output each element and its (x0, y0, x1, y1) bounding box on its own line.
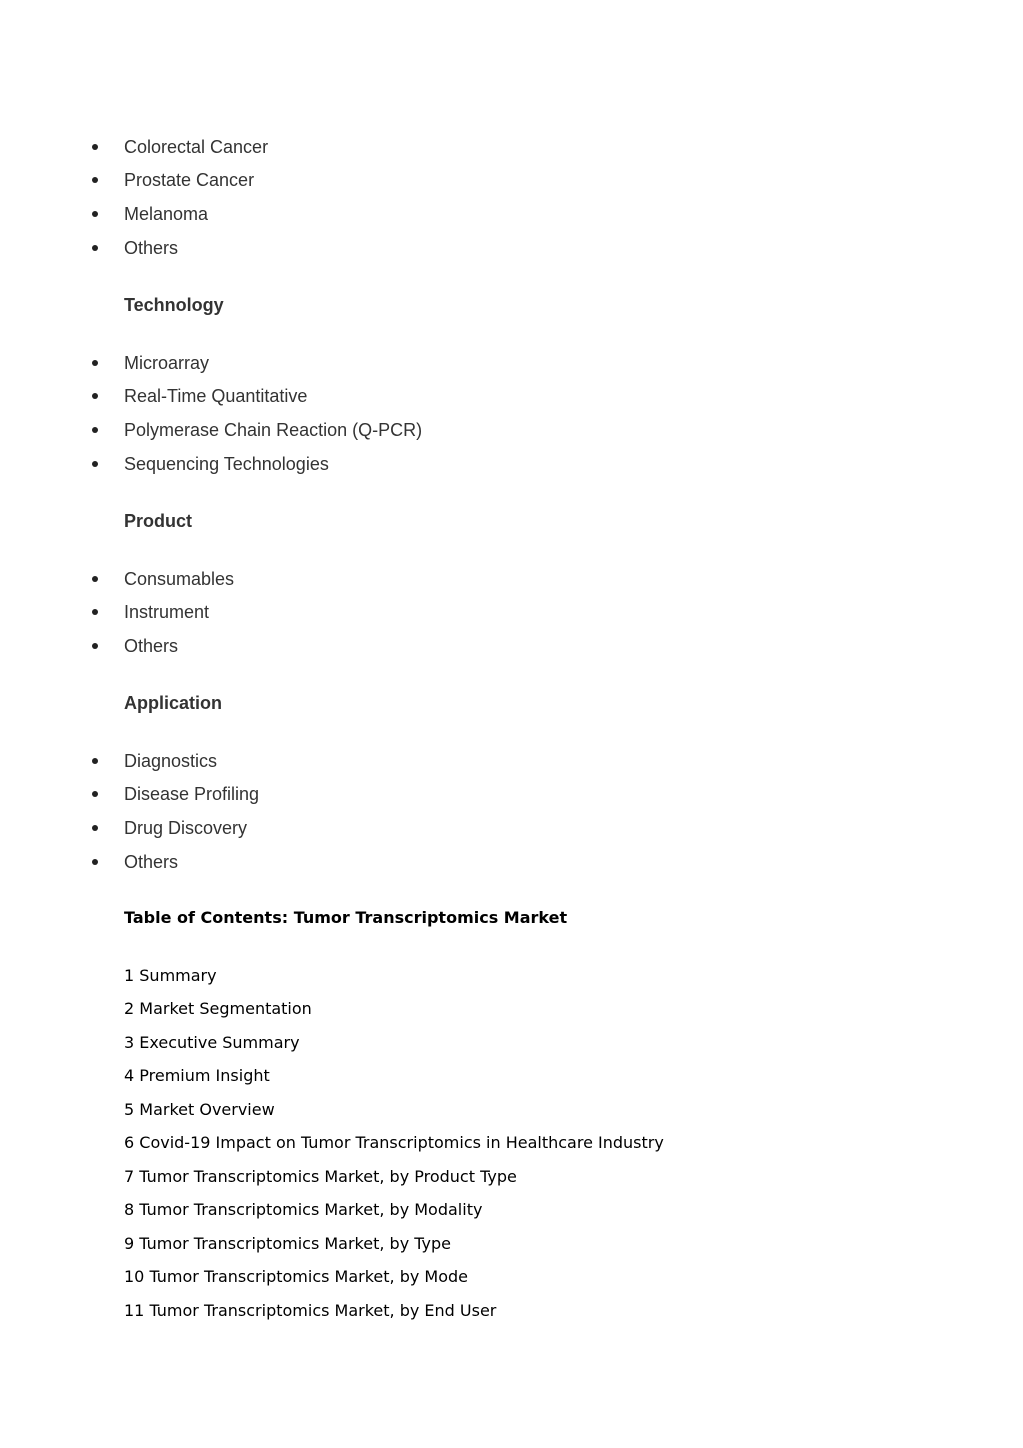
toc-item-executive-summary: 3 Executive Summary (124, 1033, 300, 1052)
product-heading: Product (124, 511, 193, 531)
bullet-icon (92, 609, 98, 615)
toc-title: Table of Contents: Tumor Transcriptomics Market (124, 908, 568, 927)
list-item-microarray: Microarray (124, 353, 210, 373)
list-item-disease-profiling: Disease Profiling (124, 784, 260, 804)
bullet-icon (92, 393, 98, 399)
list-item-polymerase-chain-reaction: Polymerase Chain Reaction (Q-PCR) (124, 420, 423, 440)
application-heading: Application (124, 693, 222, 713)
toc-item-summary: 1 Summary (124, 966, 217, 985)
list-item-others: Others (124, 852, 179, 872)
list-item-drug-discovery: Drug Discovery (124, 818, 248, 838)
list-item-others: Others (124, 238, 179, 258)
bullet-icon (92, 211, 98, 217)
bullet-icon (92, 245, 98, 251)
toc-item-covid-impact: 6 Covid-19 Impact on Tumor Transcriptomics in Healthcare Industry (124, 1133, 664, 1152)
list-item-sequencing-technologies: Sequencing Technologies (124, 454, 329, 474)
list-item-colorectal-cancer: Colorectal Cancer (124, 137, 269, 157)
bullet-icon (92, 461, 98, 467)
toc-item-by-type: 9 Tumor Transcriptomics Market, by Type (124, 1234, 451, 1253)
toc-item-market-overview: 5 Market Overview (124, 1100, 275, 1119)
toc-item-by-product-type: 7 Tumor Transcriptomics Market, by Product Type (124, 1167, 517, 1186)
bullet-icon (92, 427, 98, 433)
list-item-real-time-quantitative: Real-Time Quantitative (124, 386, 308, 406)
bullet-icon (92, 177, 98, 183)
toc-item-market-segmentation: 2 Market Segmentation (124, 999, 312, 1018)
bullet-icon (92, 791, 98, 797)
bullet-icon (92, 643, 98, 649)
toc-item-premium-insight: 4 Premium Insight (124, 1066, 270, 1085)
list-item-consumables: Consumables (124, 569, 235, 589)
bullet-icon (92, 825, 98, 831)
list-item-others: Others (124, 636, 179, 656)
list-item-melanoma: Melanoma (124, 204, 209, 224)
bullet-icon (92, 360, 98, 366)
list-item-instrument: Instrument (124, 602, 210, 622)
bullet-icon (92, 758, 98, 764)
toc-item-by-end-user: 11 Tumor Transcriptomics Market, by End User (124, 1301, 497, 1320)
toc-item-by-modality: 8 Tumor Transcriptomics Market, by Modality (124, 1200, 483, 1219)
bullet-icon (92, 576, 98, 582)
bullet-icon (92, 144, 98, 150)
list-item-diagnostics: Diagnostics (124, 751, 218, 771)
bullet-icon (92, 859, 98, 865)
toc-item-by-mode: 10 Tumor Transcriptomics Market, by Mode (124, 1267, 469, 1286)
technology-heading: Technology (124, 295, 224, 315)
list-item-prostate-cancer: Prostate Cancer (124, 170, 255, 190)
